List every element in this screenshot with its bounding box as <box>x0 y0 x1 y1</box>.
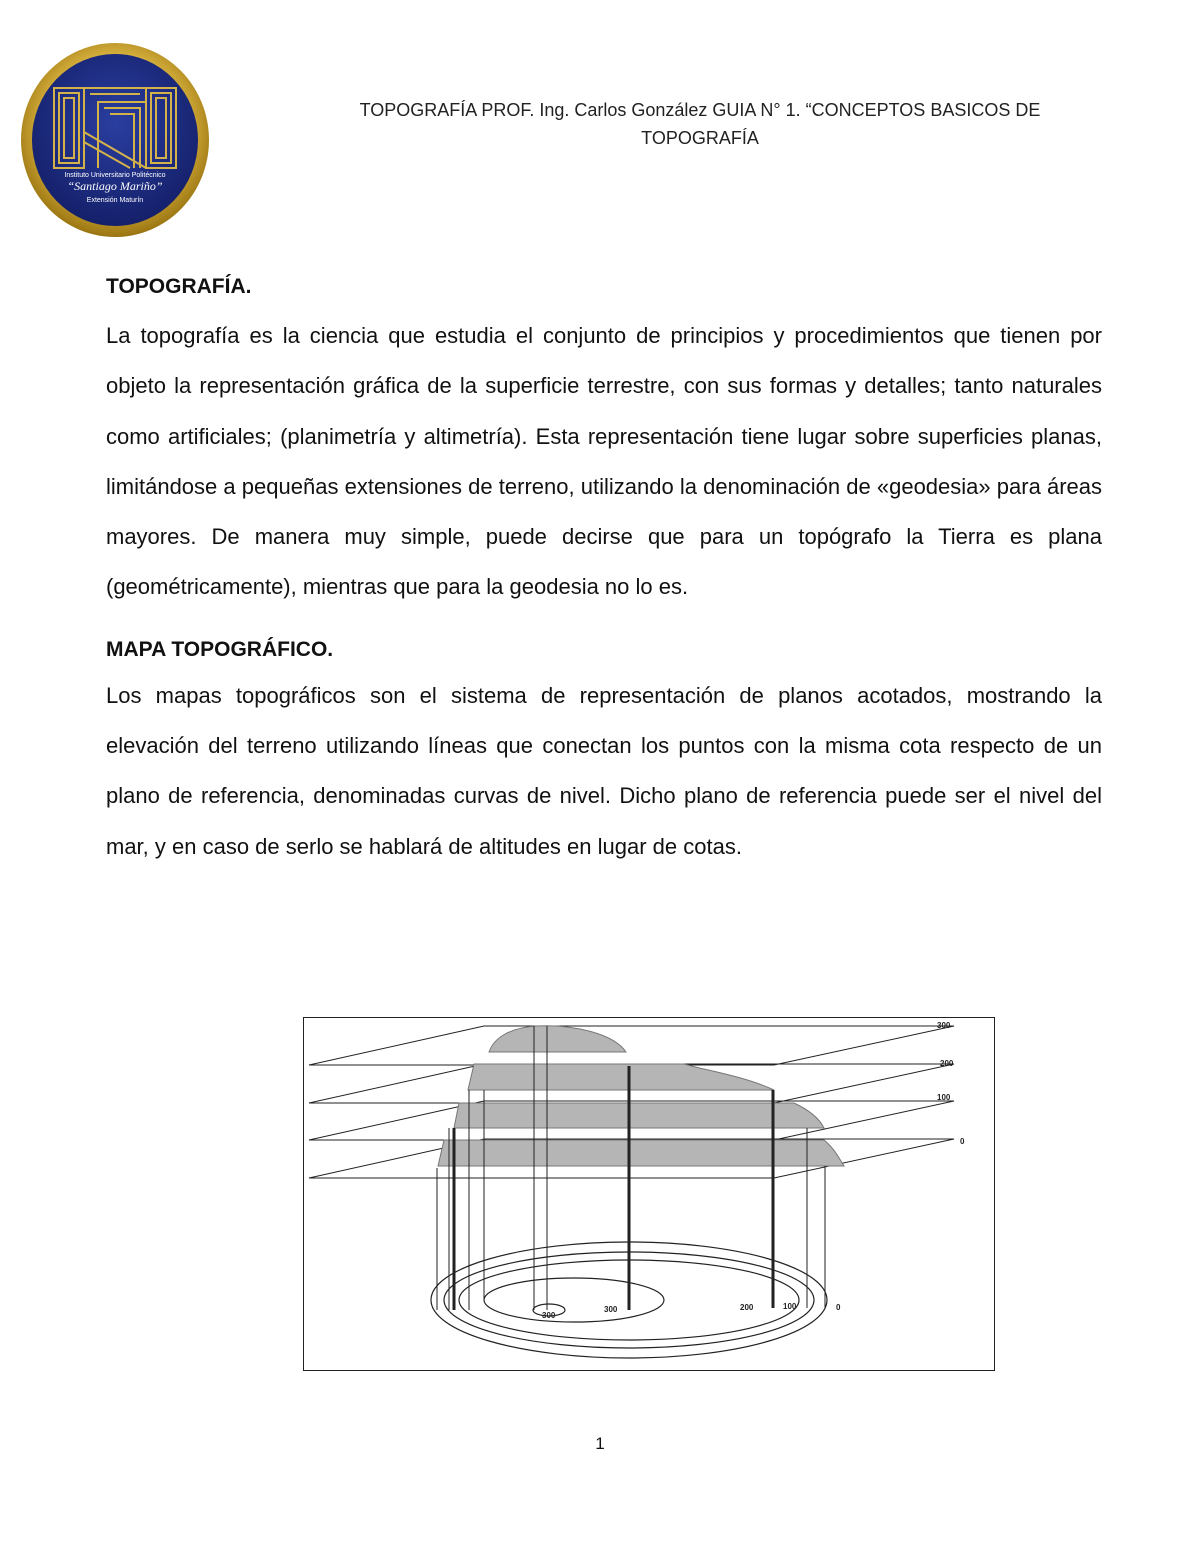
contour-label-peak: 300 <box>542 1311 556 1320</box>
document-body <box>106 272 1102 872</box>
terrain-layer-200 <box>468 1064 774 1090</box>
page-number: 1 <box>595 1434 605 1453</box>
plane-label-100: 100 <box>937 1093 951 1102</box>
plane-label-300: 300 <box>937 1021 951 1030</box>
plane-300 <box>309 1026 954 1065</box>
logo-text-line-3: Extensión Maturín <box>86 197 144 204</box>
section-text-mapa-topografico: Los mapas topográficos son el sistema de representación de planos acotados, mostrando la elevación del terreno utilizando líneas que conectan los puntos con la misma cota respecto de un plano de referencia, denominadas curvas de nivel. Dicho plano de referencia puede ser el nivel del mar, y en caso de serlo se hablará de altitudes en lugar de cotas. <box>106 682 1102 859</box>
contour-label-200: 200 <box>740 1303 754 1312</box>
contour-300 <box>484 1278 664 1322</box>
page-header: TOPOGRAFÍA PROF. Ing. Carlos González GUIA N° 1. “CONCEPTOS BASICOS DE TOPOGRAFÍA <box>359 100 1041 148</box>
section-text-topografia: La topografía es la ciencia que estudia el conjunto de principios y procedimientos que tienen por objeto la representación gráfica de la superficie terrestre, con sus formas y detalles; tanto naturales como artificiales; (planimetría y altimetría). Esta representación tiene lugar sobre superficies planas, limitándose a pequeñas extensiones de terreno, utilizando la denominación de «geodesia» para áreas mayores. De manera muy simple, puede decirse que para un topógrafo la Tierra es plana (geométricamente), mientras que para la geodesia no lo es. <box>106 323 1102 600</box>
contour-label-0: 0 <box>836 1303 841 1312</box>
terrain-top <box>489 1026 626 1052</box>
topographic-figure <box>303 1017 995 1371</box>
logo-text-line-1: Instituto Universitario Politécnico <box>64 172 166 179</box>
section-title-mapa-topografico: MAPA TOPOGRÁFICO. <box>106 637 334 661</box>
contour-label-100: 100 <box>783 1302 797 1311</box>
contour-label-300: 300 <box>604 1305 618 1314</box>
logo-text-line-2: “Santiago Mariño” <box>67 179 163 193</box>
section-title-topografia: TOPOGRAFÍA. <box>106 275 252 298</box>
terrain-layer-100 <box>454 1103 824 1128</box>
plane-label-200: 200 <box>940 1059 954 1068</box>
plane-label-0: 0 <box>960 1137 965 1146</box>
institution-logo <box>20 42 210 238</box>
terrain-layer-0 <box>438 1140 844 1166</box>
